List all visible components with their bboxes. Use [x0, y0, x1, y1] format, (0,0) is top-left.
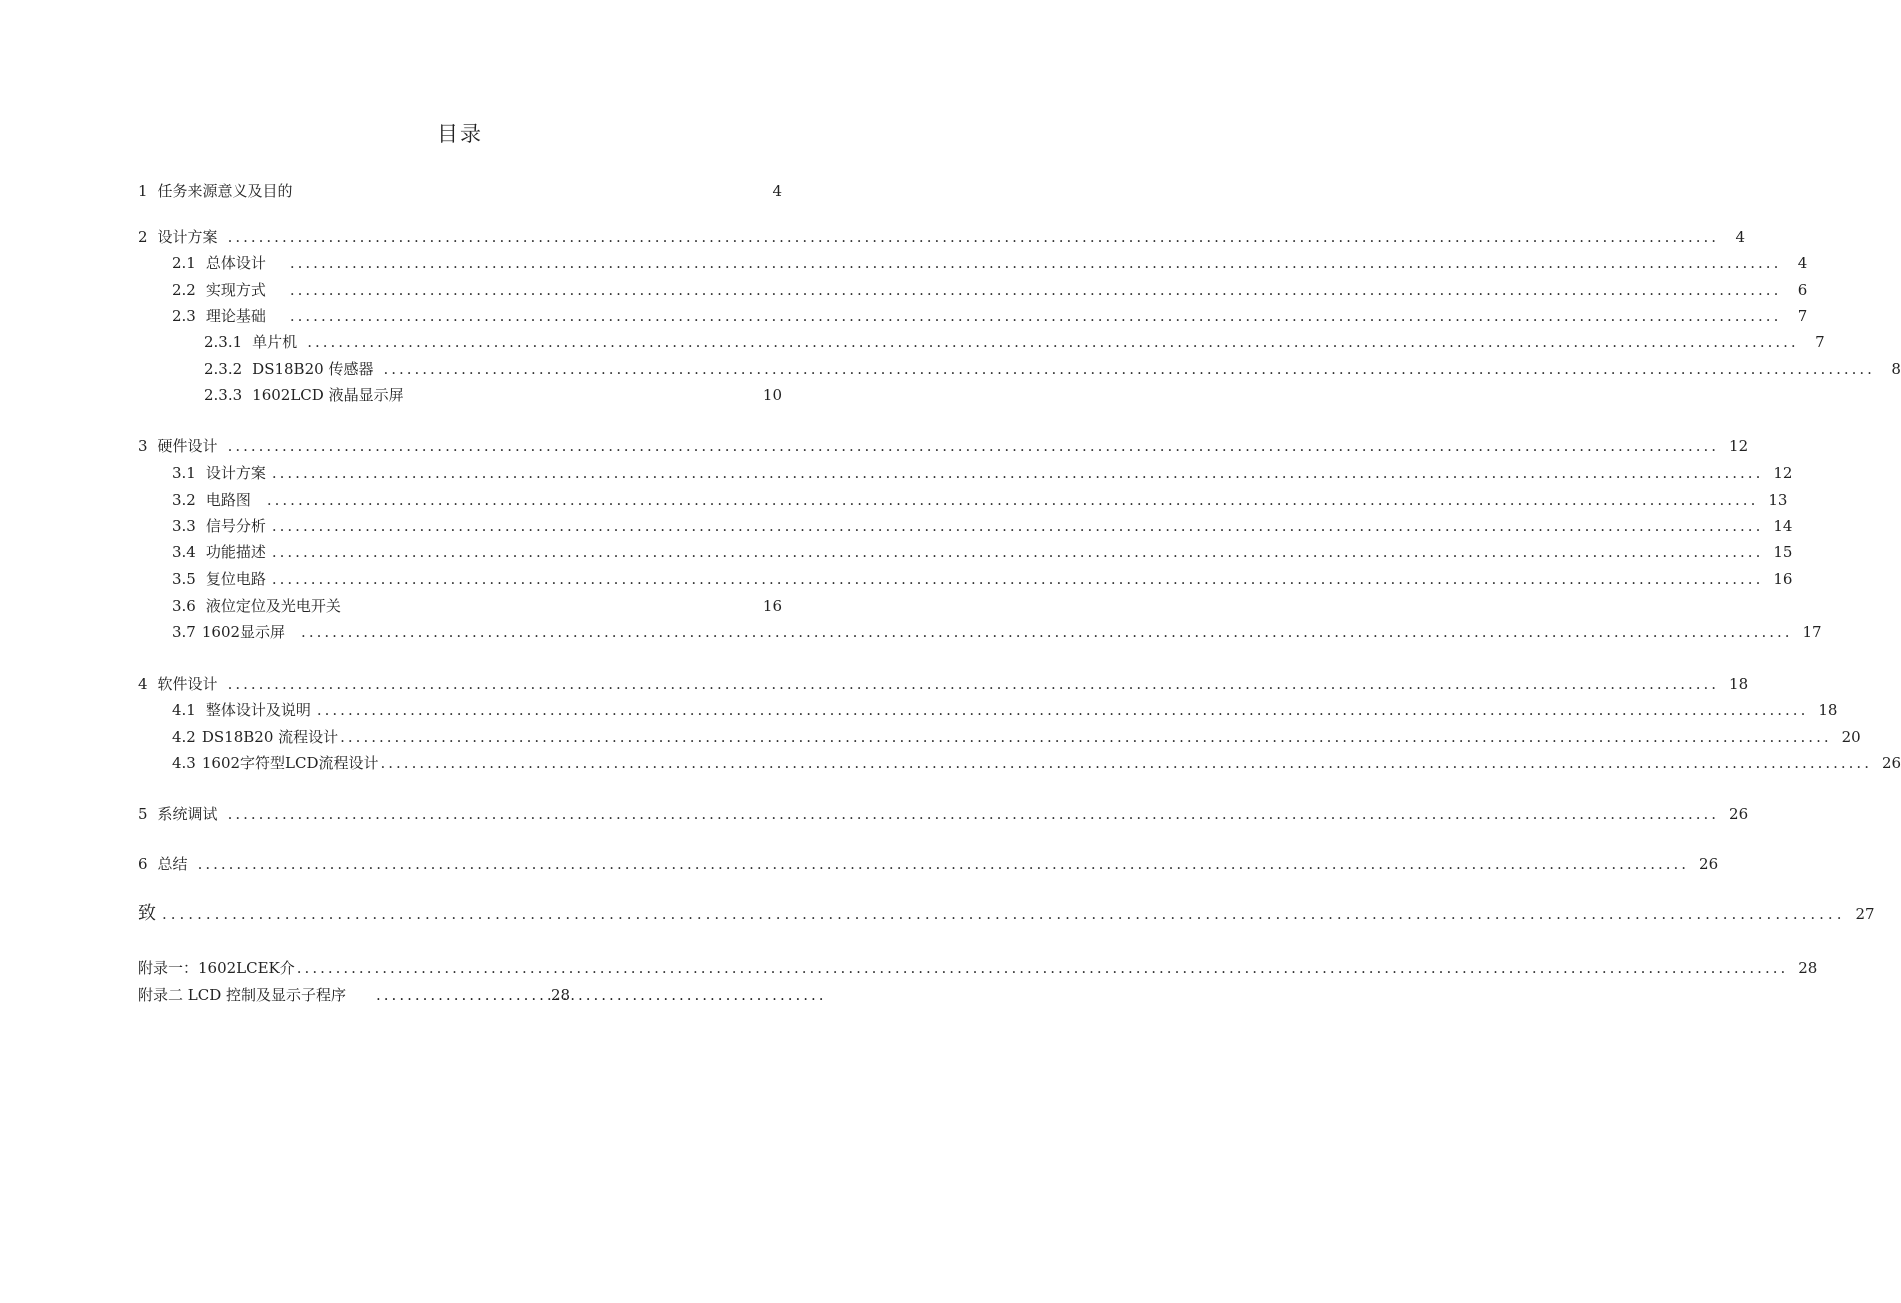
toc-leader-dots	[198, 853, 1689, 875]
toc-entry[interactable]	[138, 903, 1875, 925]
toc-entry-number: 3.5	[172, 570, 196, 588]
toc-entry[interactable]	[172, 462, 1793, 484]
toc-entry-title: 附录一：1602LCEK介	[138, 959, 295, 977]
toc-entry-number: 4.2	[172, 728, 196, 746]
toc-entry[interactable]	[204, 331, 1825, 353]
toc-leader-dots	[228, 803, 1719, 825]
toc-entry[interactable]	[172, 621, 1822, 643]
toc-entry-number: 6	[138, 855, 148, 873]
toc-leader-dots	[340, 726, 1831, 748]
toc-entry-number: 2.3	[172, 307, 196, 325]
toc-entry[interactable]	[138, 803, 1749, 825]
toc-entry-page: 4	[772, 182, 782, 200]
toc-entry-title: 电路图	[205, 491, 251, 509]
toc-entry-page: 26	[1729, 805, 1749, 823]
toc-leader-dots	[162, 903, 1845, 925]
toc-entry-page: 16	[1773, 570, 1793, 588]
toc-leader-dots	[228, 226, 1719, 248]
toc-entry-number: 2.3.3	[204, 386, 243, 404]
toc-entry-page: 15	[1773, 543, 1793, 561]
toc-entry-title: 软件设计	[157, 675, 218, 693]
toc-entry-title: 总结	[157, 855, 188, 873]
toc-entry-number: 3.2	[172, 491, 196, 509]
toc-entry[interactable]	[138, 435, 1749, 457]
toc-leader-dots	[317, 699, 1808, 721]
toc-entry[interactable]	[172, 279, 1808, 301]
toc-entry-title: 1602LCD 液晶显示屏	[252, 386, 404, 404]
toc-entry-page: 4	[1797, 254, 1808, 272]
toc-entry-title: 理论基础	[205, 307, 266, 325]
toc-entry[interactable]	[138, 984, 698, 1006]
toc-entry-title: 功能描述	[205, 543, 266, 561]
toc-entry-number: 4	[138, 675, 148, 693]
toc-entry[interactable]	[172, 568, 1793, 590]
toc-entry-title: 设计方案	[157, 228, 218, 246]
toc-leader-dots	[307, 331, 1798, 353]
toc-entry-title: 任务来源意义及目的	[157, 182, 293, 200]
toc-entry-title: 复位电路	[205, 570, 266, 588]
toc-entry-number: 2.3.1	[204, 333, 243, 351]
toc-entry-number: 3.7	[172, 623, 196, 641]
toc-entry-title: 单片机	[252, 333, 298, 351]
toc-entry[interactable]	[172, 699, 1838, 721]
toc-entry[interactable]	[204, 384, 782, 406]
toc-entry[interactable]	[138, 957, 1818, 979]
toc-entry-number: 3	[138, 437, 148, 455]
toc-entry-title: DS18B20 流程设计	[201, 728, 339, 746]
toc-entry[interactable]	[138, 673, 1749, 695]
toc-leader-dots	[290, 279, 1781, 301]
toc-entry-page: 4	[1735, 228, 1746, 246]
toc-entry-page: 7	[1815, 333, 1825, 351]
toc-entry-number: 4.1	[172, 701, 196, 719]
toc-leader-dots	[272, 541, 1763, 563]
toc-entry-title: 总体设计	[205, 254, 266, 272]
toc-entry-title: 信号分析	[205, 517, 266, 535]
toc-entry-number: 3.6	[172, 597, 196, 615]
toc-entry-number: 2.1	[172, 254, 196, 272]
toc-entry-title: 实现方式	[205, 281, 266, 299]
toc-entry[interactable]	[172, 726, 1861, 748]
toc-entry-page: 13	[1768, 491, 1788, 509]
toc-entry-page: 6	[1797, 281, 1808, 299]
toc-entry-page: 28	[1798, 959, 1818, 977]
toc-entry-title: 1602显示屏	[201, 623, 286, 641]
toc-entry-page: 18	[1729, 675, 1749, 693]
toc-entry-page: 26	[1881, 754, 1901, 772]
toc-entry-page: 20	[1841, 728, 1861, 746]
toc-entry-title: 1602字符型LCD流程设计	[201, 754, 379, 772]
toc-entry-number: 3.4	[172, 543, 196, 561]
toc-entry-page: 16	[762, 597, 782, 615]
toc-entry-page: 14	[1773, 517, 1793, 535]
toc-entry[interactable]	[172, 595, 782, 617]
toc-leader-dots	[267, 489, 1758, 511]
toc-entry-page: 12	[1773, 464, 1793, 482]
toc-leader-dots	[376, 984, 541, 1006]
toc-entry-number: 2.2	[172, 281, 196, 299]
toc-leader-dots	[290, 252, 1781, 274]
toc-leader-dots	[228, 673, 1719, 695]
toc-entry-page: 12	[1729, 437, 1749, 455]
toc-entry-title: 液位定位及光电开关	[205, 597, 341, 615]
toc-entry-title: 设计方案	[205, 464, 266, 482]
toc-entry-page: 10	[762, 386, 782, 404]
toc-leader-dots	[297, 957, 1788, 979]
toc-leader-dots	[381, 752, 1872, 774]
toc-entry[interactable]	[172, 752, 1901, 774]
toc-leader-dots	[272, 568, 1763, 590]
toc-entry-title: DS18B20 传感器	[252, 360, 374, 378]
toc-entry[interactable]	[138, 853, 1719, 875]
toc-leader-dots	[290, 305, 1781, 327]
toc-leader-dots	[228, 435, 1719, 457]
toc-entry-title: 整体设计及说明	[205, 701, 311, 719]
toc-entry-page: 26	[1699, 855, 1719, 873]
toc-leader-dots	[383, 358, 1874, 380]
toc-entry-page: 8	[1891, 360, 1901, 378]
toc-entry-number: 2	[138, 228, 148, 246]
toc-entry[interactable]	[172, 252, 1808, 274]
toc-leader-dots	[301, 621, 1792, 643]
toc-leader-dots	[272, 515, 1763, 537]
toc-entry-title: 致	[138, 903, 156, 924]
toc-entry-page: 7	[1797, 307, 1808, 325]
toc-entry-number: 3.3	[172, 517, 196, 535]
toc-entry-number: 1	[138, 182, 148, 200]
toc-entry-title: 硬件设计	[157, 437, 218, 455]
toc-entry[interactable]	[138, 180, 782, 202]
toc-entry-page: 18	[1818, 701, 1838, 719]
toc-entry[interactable]	[204, 358, 1901, 380]
toc-entry[interactable]	[172, 489, 1788, 511]
toc-entry-page: 27	[1855, 905, 1875, 923]
toc-entry[interactable]	[138, 226, 1746, 248]
toc-entry-number: 3.1	[172, 464, 196, 482]
toc-entry-page: 28	[551, 986, 571, 1004]
toc-entry-page: 17	[1802, 623, 1822, 641]
toc-leader-dots	[272, 462, 1763, 484]
toc-entry[interactable]	[172, 515, 1793, 537]
toc-entry[interactable]	[172, 541, 1793, 563]
toc-entry[interactable]	[172, 305, 1808, 327]
toc-entry-number: 5	[138, 805, 148, 823]
toc-entry-number: 4.3	[172, 754, 196, 772]
toc-entry-title: 附录二 LCD 控制及显示子程序	[138, 986, 347, 1004]
toc-entry-number: 2.3.2	[204, 360, 243, 378]
toc-entry-title: 系统调试	[157, 805, 218, 823]
page-title: 目录	[437, 122, 483, 146]
